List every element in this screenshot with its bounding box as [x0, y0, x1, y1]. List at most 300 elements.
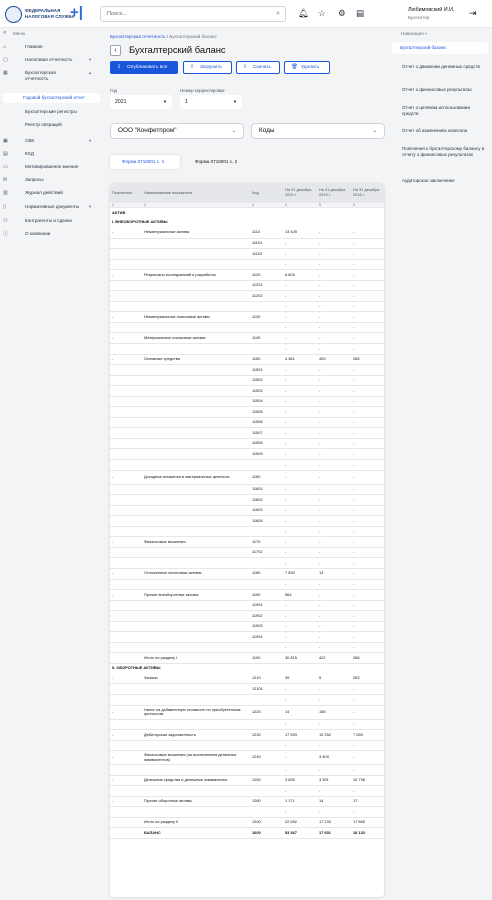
table-cell-value[interactable]: - [351, 516, 384, 527]
tab-form-page-2[interactable]: Форма 0710001 с. 2 [195, 159, 238, 164]
table-cell [110, 280, 142, 291]
table-row [110, 470, 384, 484]
logo-emblem-icon [5, 6, 22, 23]
sidebar-item-label: Журнал действий [25, 190, 63, 195]
table-cell: - [110, 312, 142, 323]
table-cell-value[interactable]: 3 391 [317, 775, 351, 786]
col-header: На 31 декабря 2019 г. [317, 184, 351, 202]
table-cell [110, 291, 142, 302]
sidebar-item-label: Мотивированное мнение [25, 164, 79, 169]
table-cell-value[interactable]: - [283, 600, 317, 611]
table-cell [250, 526, 283, 537]
breadcrumb-parent[interactable]: Бухгалтерская отчетность [110, 34, 166, 39]
table-cell [142, 740, 250, 751]
table-cell-value[interactable]: - [283, 740, 317, 751]
nav-link-target-use[interactable]: Отчет о целевом использовании средств [402, 105, 470, 116]
table-cell-value[interactable]: 22 652 [283, 817, 317, 828]
table-cell-value[interactable]: - [351, 270, 384, 281]
trash-icon: 🗑︎ [291, 64, 298, 70]
table-cell-value[interactable]: - [317, 249, 351, 260]
table-cell-value[interactable]: - [283, 322, 317, 333]
table-cell-value[interactable]: - [351, 484, 384, 495]
search-icon[interactable]: ⌕ [276, 10, 280, 17]
table-cell-value[interactable]: - [351, 740, 384, 751]
table-cell [142, 322, 250, 333]
table-row [110, 495, 384, 506]
table-cell-value[interactable]: - [317, 642, 351, 653]
table-cell: 1260 [250, 796, 283, 807]
table-cell: 1160 [250, 470, 283, 484]
table-cell-value[interactable]: - [283, 301, 317, 312]
table-cell [142, 547, 250, 558]
table-cell-value[interactable]: - [317, 460, 351, 471]
table-cell [110, 516, 142, 527]
table-cell-value[interactable]: 7 055 [351, 730, 384, 741]
table-cell-value[interactable]: 17 651 [317, 828, 351, 839]
table-cell-value[interactable]: - [317, 301, 351, 312]
table-cell-value[interactable]: - [317, 438, 351, 449]
table-cell-value[interactable]: - [317, 470, 351, 484]
table-cell [110, 817, 142, 828]
table-cell-value[interactable]: 7 830 [283, 568, 317, 579]
table-cell-value[interactable]: 13 425 [283, 228, 317, 239]
table-cell-value[interactable]: - [283, 621, 317, 632]
table-cell [110, 558, 142, 569]
search-input[interactable] [100, 6, 286, 22]
chat-icon: ▭ [3, 164, 8, 170]
table-cell [110, 807, 142, 818]
table-cell-value[interactable]: - [283, 558, 317, 569]
user-info[interactable] [408, 7, 455, 21]
table-cell: - [110, 333, 142, 344]
table-cell-value[interactable]: - [351, 751, 384, 765]
logout-icon[interactable]: ⇥ [469, 8, 477, 18]
table-cell-value[interactable]: - [283, 632, 317, 643]
table-cell-value[interactable]: - [351, 807, 384, 818]
table-cell-value[interactable]: 17 233 [317, 817, 351, 828]
codes-select[interactable] [251, 123, 385, 139]
table-cell: 1190 [250, 590, 283, 601]
table-cell-value[interactable]: - [283, 505, 317, 516]
table-cell-value[interactable]: - [317, 505, 351, 516]
table-row [110, 558, 384, 569]
table-cell-value[interactable]: 5 [317, 673, 351, 684]
table-cell-value[interactable]: - [283, 807, 317, 818]
sidebar-item-label: О компании [25, 231, 51, 236]
nav-link-capital-changes[interactable]: Отчет об изменениях капитала [402, 128, 468, 133]
nav-link-balance[interactable]: Бухгалтерский баланс [392, 42, 488, 54]
table-cell-value[interactable]: - [317, 344, 351, 355]
table-cell-value[interactable]: - [351, 396, 384, 407]
table-cell-value[interactable]: - [317, 547, 351, 558]
sidebar-item-label: Реестр операций [25, 122, 62, 127]
table-cell-value[interactable]: - [283, 449, 317, 460]
table-cell [142, 611, 250, 622]
right-navigation [392, 28, 492, 900]
table-cell: - [110, 537, 142, 548]
table-cell-value[interactable]: - [317, 579, 351, 590]
table-cell-value[interactable]: - [317, 238, 351, 249]
balance-table [110, 184, 384, 897]
table-cell-value[interactable]: - [283, 516, 317, 527]
col-header: На 31 декабря 2020 г. [283, 184, 317, 202]
table-row [110, 765, 384, 776]
table-row [110, 460, 384, 471]
table-cell-value[interactable]: - [351, 375, 384, 386]
table-row [110, 505, 384, 516]
table-row [110, 673, 384, 684]
table-cell-value[interactable]: 268 [351, 354, 384, 365]
col-number: 5 [317, 202, 351, 208]
table-cell-value[interactable]: - [283, 417, 317, 428]
table-cell-value[interactable]: 10 798 [351, 775, 384, 786]
table-cell-value[interactable]: - [283, 751, 317, 765]
table-cell-value[interactable]: 1 171 [283, 796, 317, 807]
table-cell-value[interactable]: - [283, 719, 317, 730]
year-select[interactable] [110, 95, 172, 109]
logo-line-2: НАЛОГОВАЯ СЛУЖБА [25, 13, 75, 19]
gear-icon[interactable]: ⚙ [338, 8, 346, 18]
download-button[interactable] [236, 61, 280, 74]
table-cell-value[interactable]: - [317, 417, 351, 428]
table-cell-value[interactable]: - [283, 470, 317, 484]
table-cell-value[interactable]: 30 815 [283, 653, 317, 664]
table-cell-value[interactable]: - [317, 228, 351, 239]
table-cell [110, 786, 142, 797]
table-cell: 11904 [250, 632, 283, 643]
table-cell-value[interactable]: - [317, 632, 351, 643]
table-cell-value[interactable]: - [283, 537, 317, 548]
table-cell-value[interactable]: - [351, 537, 384, 548]
table-cell-value[interactable]: - [351, 386, 384, 397]
table-cell [142, 719, 250, 730]
upload-button[interactable] [183, 61, 232, 74]
table-cell-value[interactable]: 4 361 [283, 354, 317, 365]
table-cell-value[interactable]: 158 [317, 705, 351, 719]
tab-form-page-1[interactable]: Форма 0710001 с. 1 [110, 155, 180, 169]
mail-icon: ✉ [3, 177, 8, 183]
document-icon[interactable]: ▤ [356, 8, 365, 18]
people-icon: ⚇ [3, 218, 8, 224]
table-icon: ▤ [3, 151, 8, 157]
table-cell-value[interactable]: - [317, 495, 351, 506]
journal-icon: ▥ [3, 190, 8, 196]
section-row [110, 663, 384, 673]
table-cell: 1240 [250, 751, 283, 765]
table-cell-value[interactable]: - [283, 280, 317, 291]
table-cell: 1600 [250, 828, 283, 839]
table-cell-value[interactable]: 53 367 [283, 828, 317, 839]
table-cell-value[interactable]: - [351, 642, 384, 653]
table-cell [142, 526, 250, 537]
delete-button[interactable] [284, 61, 330, 74]
table-cell-value[interactable]: - [317, 516, 351, 527]
table-cell-value[interactable]: - [317, 537, 351, 548]
star-icon[interactable]: ☆ [318, 8, 326, 18]
table-cell-value[interactable]: - [351, 344, 384, 355]
table-cell-value[interactable]: - [351, 547, 384, 558]
table-row [110, 775, 384, 786]
table-cell-value[interactable]: 3 835 [283, 775, 317, 786]
table-row [110, 259, 384, 270]
table-cell-value[interactable]: - [351, 280, 384, 291]
table-cell [142, 280, 250, 291]
table-cell [110, 719, 142, 730]
col-header: Код [250, 184, 283, 202]
table-cell: 11503 [250, 386, 283, 397]
table-cell-value[interactable]: 17 593 [283, 730, 317, 741]
table-cell-value[interactable]: - [317, 270, 351, 281]
table-cell-value[interactable]: 10 252 [317, 730, 351, 741]
nav-link-cash-flow[interactable]: Отчет о движении денежных средств [402, 64, 480, 69]
table-cell [250, 719, 283, 730]
table-cell-value[interactable]: - [351, 249, 384, 260]
table-cell-value[interactable]: - [351, 600, 384, 611]
nav-link-explanations[interactable]: Пояснения к бухгалтерскому балансу и отчету о финансовых результатах [402, 146, 485, 157]
back-button[interactable] [110, 45, 121, 56]
table-cell-value[interactable]: - [283, 312, 317, 323]
table-cell-value[interactable]: - [351, 228, 384, 239]
table-cell-value[interactable]: - [317, 719, 351, 730]
table-cell-value[interactable]: - [351, 333, 384, 344]
table-cell [250, 460, 283, 471]
table-cell-value[interactable]: - [317, 786, 351, 797]
table-cell [250, 259, 283, 270]
table-cell-value[interactable]: - [283, 375, 317, 386]
table-cell-value[interactable]: - [283, 333, 317, 344]
table-cell-value[interactable]: - [317, 386, 351, 397]
table-cell [142, 417, 250, 428]
table-cell-value[interactable]: 17 [351, 796, 384, 807]
chevrons-right-icon[interactable]: » [424, 31, 428, 36]
table-cell-value[interactable]: - [317, 259, 351, 270]
table-cell [142, 396, 250, 407]
table-cell-value[interactable]: 8 625 [283, 270, 317, 281]
table-cell [110, 344, 142, 355]
table-cell-value[interactable]: - [351, 495, 384, 506]
table-cell-value[interactable]: - [351, 786, 384, 797]
table-cell-value[interactable]: 564 [283, 590, 317, 601]
table-cell: Итого по разделу I [142, 653, 250, 664]
table-cell [142, 375, 250, 386]
table-cell-value[interactable]: - [351, 611, 384, 622]
publish-all-button[interactable] [110, 61, 178, 74]
table-cell: Запасы [142, 673, 250, 684]
correction-select[interactable] [180, 95, 242, 109]
nav-link-audit[interactable]: Аудиторское заключение [402, 178, 455, 183]
table-cell-value[interactable]: - [317, 611, 351, 622]
table-cell-value[interactable]: - [283, 460, 317, 471]
col-header: На 31 декабря 2018 г. [351, 184, 384, 202]
table-cell-value[interactable]: - [283, 547, 317, 558]
table-cell-value[interactable]: - [283, 386, 317, 397]
table-cell-value[interactable]: - [351, 407, 384, 418]
table-cell-value[interactable]: - [317, 365, 351, 376]
table-cell-value[interactable]: - [317, 694, 351, 705]
table-cell-value[interactable]: - [317, 558, 351, 569]
page-title: Бухгалтерский баланс [129, 44, 226, 55]
table-cell-value[interactable]: - [351, 568, 384, 579]
table-cell [142, 449, 250, 460]
breadcrumb [110, 34, 217, 39]
table-cell-value[interactable]: - [283, 694, 317, 705]
table-cell-value[interactable]: - [351, 590, 384, 601]
table-cell-value[interactable]: 39 [283, 673, 317, 684]
table-cell-value[interactable]: - [317, 322, 351, 333]
table-cell-value[interactable]: - [283, 579, 317, 590]
table-cell [250, 558, 283, 569]
table-row [110, 333, 384, 344]
table-cell [110, 632, 142, 643]
table-cell-value[interactable]: - [283, 291, 317, 302]
table-cell-value[interactable]: 409 [317, 354, 351, 365]
table-cell: Нематериальные активы [142, 228, 250, 239]
table-cell [110, 642, 142, 653]
table-cell [250, 740, 283, 751]
table-cell-value[interactable]: - [283, 495, 317, 506]
table-cell-value[interactable]: - [351, 428, 384, 439]
table-cell-value[interactable]: 422 [317, 653, 351, 664]
table-cell: Доходные вложения в материальные ценности [142, 470, 250, 484]
table-cell-value[interactable]: - [317, 600, 351, 611]
table-cell-value[interactable]: 268 [351, 653, 384, 664]
table-cell-value[interactable]: - [317, 333, 351, 344]
table-cell-value[interactable]: - [317, 590, 351, 601]
table-cell-value[interactable]: - [317, 312, 351, 323]
table-cell-value[interactable]: - [351, 558, 384, 569]
table-cell-value[interactable]: - [351, 312, 384, 323]
table-cell-value[interactable]: - [351, 301, 384, 312]
table-cell-value[interactable]: - [317, 449, 351, 460]
table-cell-value[interactable]: - [283, 484, 317, 495]
table-cell [110, 322, 142, 333]
publish-icon: ⇪ [117, 64, 122, 70]
table-cell: Нематериальные поисковые активы [142, 312, 250, 323]
table-cell-value[interactable]: - [351, 705, 384, 719]
table-cell-value[interactable]: - [317, 396, 351, 407]
table-cell-value[interactable]: 13 [317, 568, 351, 579]
table-cell-value[interactable]: - [283, 344, 317, 355]
table-cell-value[interactable]: - [317, 765, 351, 776]
table-cell-value[interactable]: - [283, 259, 317, 270]
table-cell-value[interactable]: - [317, 407, 351, 418]
table-cell [142, 579, 250, 590]
logo-plus-icon: +| [70, 4, 83, 21]
table-cell [110, 828, 142, 839]
sidebar-item-label: Бухгалтерские регистры [25, 109, 77, 114]
table-cell [250, 642, 283, 653]
table-row [110, 719, 384, 730]
organization-select[interactable] [110, 123, 244, 139]
table-cell-value[interactable]: - [351, 470, 384, 484]
table-row [110, 817, 384, 828]
table-row [110, 653, 384, 664]
table-cell-value[interactable]: - [351, 765, 384, 776]
table-cell-value[interactable]: - [351, 365, 384, 376]
table-cell-value[interactable]: - [351, 632, 384, 643]
table-cell-value[interactable]: - [283, 365, 317, 376]
table-cell-value[interactable]: - [283, 249, 317, 260]
table-cell: Основные средства [142, 354, 250, 365]
bell-icon[interactable]: 🔔︎ [298, 8, 309, 18]
table-cell-value[interactable]: - [317, 684, 351, 695]
table-cell-value[interactable]: - [317, 428, 351, 439]
table-cell-value[interactable]: - [351, 505, 384, 516]
table-cell-value[interactable]: - [351, 719, 384, 730]
table-cell-value[interactable]: - [317, 484, 351, 495]
table-cell-value[interactable]: 14 [317, 796, 351, 807]
table-cell-value[interactable]: - [351, 291, 384, 302]
table-cell-value[interactable]: 14 [283, 705, 317, 719]
table-row [110, 428, 384, 439]
table-cell-value[interactable]: - [283, 407, 317, 418]
table-cell [110, 765, 142, 776]
table-cell-value[interactable]: - [351, 322, 384, 333]
table-row [110, 270, 384, 281]
table-cell: Материальные поисковые активы [142, 333, 250, 344]
table-cell: 11508 [250, 438, 283, 449]
table-cell-value[interactable]: - [317, 526, 351, 537]
table-cell-value[interactable]: 18 133 [351, 828, 384, 839]
table-cell-value[interactable]: - [283, 642, 317, 653]
table-cell-value[interactable]: - [317, 621, 351, 632]
table-cell-value[interactable]: - [283, 611, 317, 622]
table-cell: 11506 [250, 417, 283, 428]
table-cell-value[interactable]: 263 [351, 673, 384, 684]
table-cell-value[interactable]: - [351, 579, 384, 590]
table-cell-value[interactable]: - [351, 694, 384, 705]
table-cell: 1130 [250, 312, 283, 323]
table-cell-value[interactable]: - [317, 291, 351, 302]
table-cell-value[interactable]: - [351, 621, 384, 632]
table-cell: Отложенные налоговые активы [142, 568, 250, 579]
table-cell-value[interactable]: - [317, 375, 351, 386]
table-cell-value[interactable]: - [351, 526, 384, 537]
sidebar-item-label: Годовой бухгалтерский отчет [23, 95, 85, 100]
table-cell-value[interactable]: - [351, 417, 384, 428]
table-cell-value[interactable]: - [283, 786, 317, 797]
table-cell-value[interactable]: - [317, 740, 351, 751]
nav-link-financial-results[interactable]: Отчет о финансовых результатах [402, 87, 472, 92]
table-body [110, 208, 384, 839]
table-cell-value[interactable]: - [351, 438, 384, 449]
table-cell-value[interactable]: - [283, 526, 317, 537]
chevron-up-icon: ▴ [89, 70, 92, 75]
table-cell-value[interactable]: - [351, 238, 384, 249]
table-cell-value[interactable]: - [351, 460, 384, 471]
table-cell-value[interactable]: - [351, 449, 384, 460]
table-cell-value[interactable]: - [351, 684, 384, 695]
table-cell-value[interactable]: - [283, 428, 317, 439]
table-cell-value[interactable]: - [317, 807, 351, 818]
table-cell-value[interactable]: 17 865 [351, 817, 384, 828]
table-cell-value[interactable]: - [283, 396, 317, 407]
table-cell [110, 460, 142, 471]
table-cell-value[interactable]: - [283, 438, 317, 449]
table-cell-value[interactable]: - [317, 280, 351, 291]
table-cell-value[interactable]: - [283, 238, 317, 249]
table-cell [110, 579, 142, 590]
table-cell-value[interactable]: - [351, 259, 384, 270]
table-cell-value[interactable]: - [283, 684, 317, 695]
collapse-icon[interactable]: « [3, 30, 7, 36]
table-cell-value[interactable]: - [283, 765, 317, 776]
table-cell-value[interactable]: 3 409 [317, 751, 351, 765]
table-cell: 1150 [250, 354, 283, 365]
table-cell: - [110, 730, 142, 741]
sidebar-item-annual-report[interactable] [3, 93, 100, 103]
sidebar [0, 28, 100, 900]
